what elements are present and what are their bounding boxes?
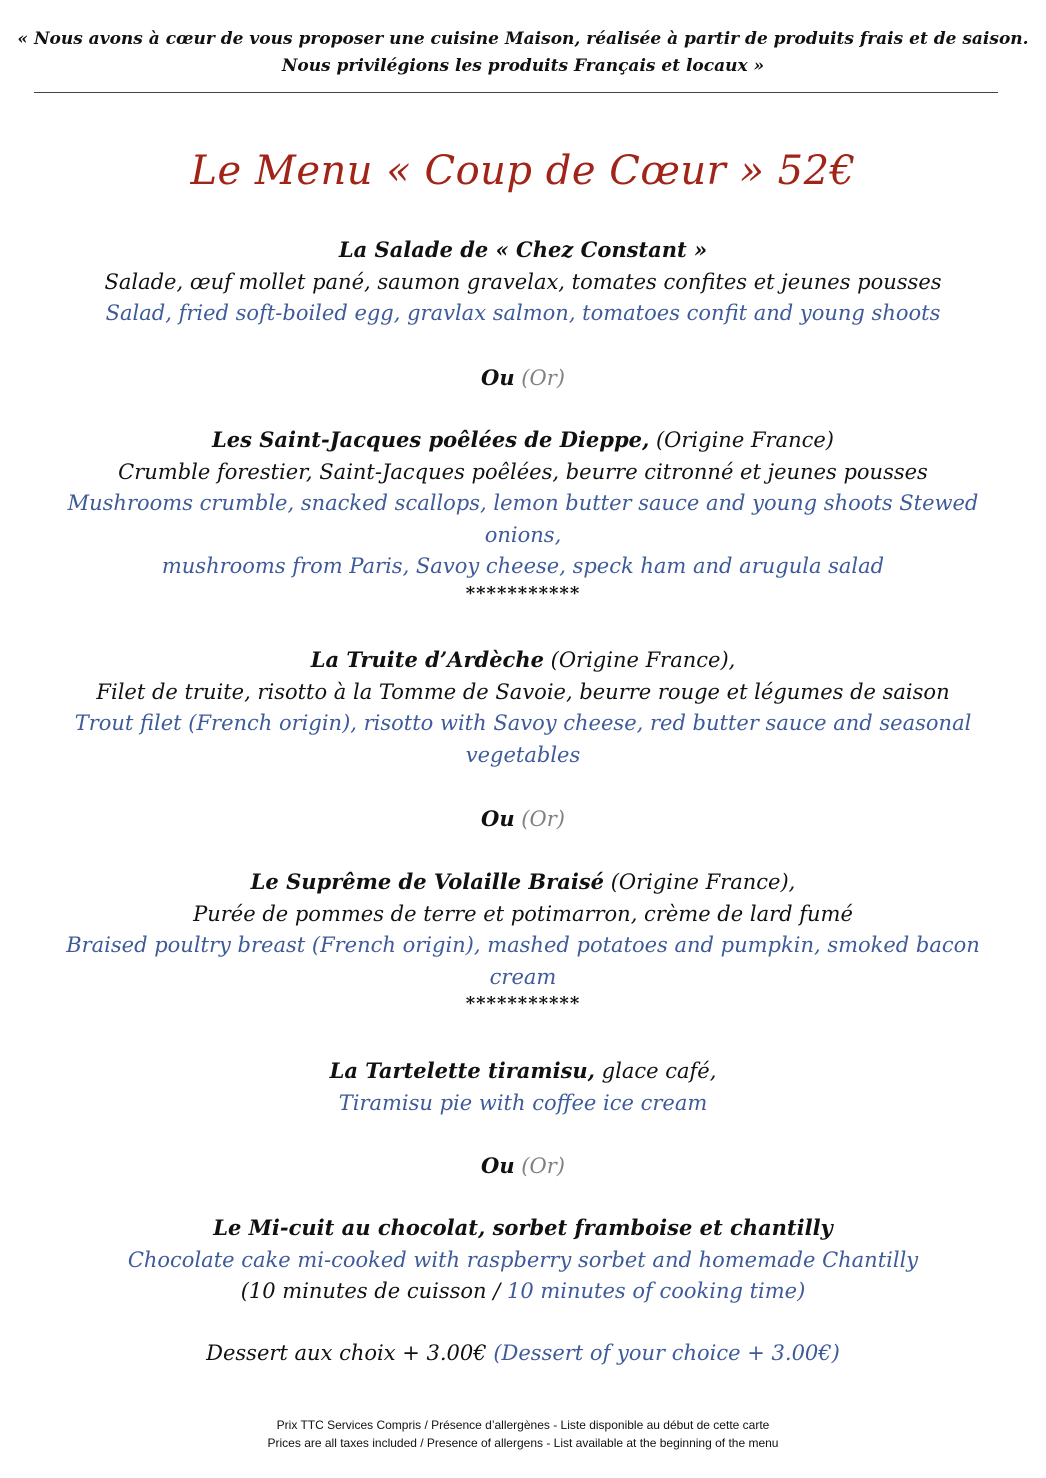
dish-desc-en: Trout filet (French origin), risotto with Savoy cheese, red butter sauce and seasonal xyxy=(74,711,972,735)
dish-origin: (Origine France), xyxy=(604,870,796,894)
or-divider-3 xyxy=(60,1150,986,1183)
header-divider xyxy=(34,92,998,93)
footer-line-2: Prices are all taxes included / Presence of allergens - List available at the beginning of the menu xyxy=(267,1436,779,1450)
or-en: (Or) xyxy=(521,366,565,390)
main-truite xyxy=(60,644,986,771)
dish-desc-en: Tiramisu pie with coffee ice cream xyxy=(338,1090,708,1115)
or-en: (Or) xyxy=(521,1154,565,1178)
dish-name: Le Mi-cuit au chocolat, sorbet framboise et chantilly xyxy=(213,1215,833,1240)
or-divider-1 xyxy=(60,362,986,395)
dish-name: Les Saint-Jacques poêlées de Dieppe, xyxy=(212,427,650,452)
intro-quote xyxy=(0,26,1046,80)
dish-desc-en-cont: vegetables xyxy=(465,742,581,767)
or-fr: Ou xyxy=(481,365,515,390)
cooking-time-en: 10 minutes of cooking time) xyxy=(506,1279,806,1303)
dessert-tartelette xyxy=(60,1055,986,1119)
dish-name: La Tartelette tiramisu, xyxy=(329,1058,595,1083)
dish-name: La Salade de « Chez Constant » xyxy=(338,237,708,262)
starter-saint-jacques xyxy=(60,424,986,583)
or-fr: Ou xyxy=(481,806,515,831)
dish-name: La Truite d’Ardèche xyxy=(310,647,544,672)
dish-desc-en: Braised poultry breast (French origin), mashed potatoes and pumpkin, smoked bacon cream xyxy=(66,933,980,989)
or-divider-2 xyxy=(60,803,986,836)
dish-name: Le Suprême de Volaille Braisé xyxy=(250,869,605,894)
dish-origin: (Origine France) xyxy=(649,428,834,452)
cooking-time-fr: (10 minutes de cuisson / xyxy=(240,1279,507,1303)
dish-origin: glace café, xyxy=(595,1059,717,1083)
separator-1: *********** xyxy=(465,583,581,604)
main-volaille xyxy=(60,866,986,993)
footer-line-1: Prix TTC Services Compris / Présence d’allergènes - Liste disponible au début de cette carte xyxy=(276,1418,770,1432)
or-fr: Ou xyxy=(481,1153,515,1178)
dessert-supplement xyxy=(60,1338,986,1370)
dish-desc-fr: Salade, œuf mollet pané, saumon gravelax, tomates confites et jeunes pousses xyxy=(104,269,942,294)
supplement-en: (Dessert of your choice + 3.00€) xyxy=(493,1341,840,1365)
dish-desc-en: Mushrooms crumble, snacked scallops, lemon butter sauce and young shoots Stewed onions, xyxy=(67,491,979,547)
footer-notice xyxy=(0,1416,1046,1452)
dessert-mi-cuit xyxy=(60,1212,986,1308)
supplement-fr: Dessert aux choix + 3.00€ xyxy=(206,1341,494,1365)
intro-line-2: Nous privilégions les produits Français et locaux » xyxy=(281,56,765,76)
dish-desc-fr: Purée de pommes de terre et potimarron, crème de lard fumé xyxy=(193,901,853,926)
or-en: (Or) xyxy=(521,807,565,831)
starter-salade xyxy=(60,234,986,330)
dish-origin: (Origine France), xyxy=(543,648,736,672)
dish-desc-fr: Crumble forestier, Saint-Jacques poêlées, beurre citronné et jeunes pousses xyxy=(118,459,928,484)
dish-desc-fr: Filet de truite, risotto à la Tomme de Savoie, beurre rouge et légumes de saison xyxy=(96,679,950,704)
menu-title: Le Menu « Coup de Cœur » 52€ xyxy=(190,148,856,194)
dish-desc-en: Salad, fried soft-boiled egg, gravlax salmon, tomatoes confit and young shoots xyxy=(105,301,941,325)
dish-desc-en: Chocolate cake mi-cooked with raspberry sorbet and homemade Chantilly xyxy=(127,1247,919,1272)
intro-line-1: « Nous avons à cœur de vous proposer une cuisine Maison, réalisée à partir de produits frais et de saison. xyxy=(17,29,1029,49)
dish-desc-en-cont: mushrooms from Paris, Savoy cheese, speck ham and arugula salad xyxy=(161,554,885,578)
separator-2: *********** xyxy=(465,993,581,1014)
